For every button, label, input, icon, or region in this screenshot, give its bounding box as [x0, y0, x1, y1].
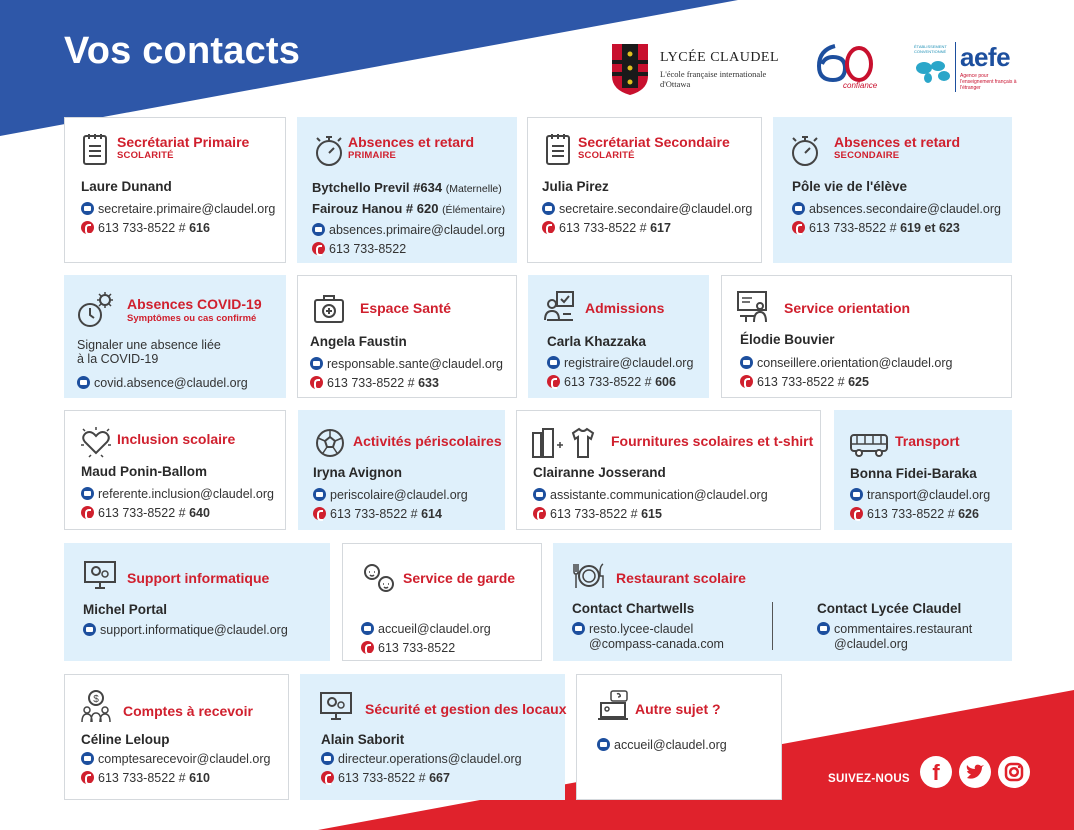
supplies-tshirt-icon	[531, 425, 605, 461]
email-icon	[533, 488, 546, 501]
stopwatch-icon	[788, 132, 822, 168]
presentation-icon	[736, 290, 770, 326]
card-subtitle: SCOLARITÉ	[117, 150, 174, 161]
sixty-years-logo	[813, 40, 877, 100]
email-icon	[81, 752, 94, 765]
card-inclusion-scolaire	[64, 410, 286, 530]
phone-link[interactable]: 613 733-8522 # 606	[547, 375, 676, 389]
email-link[interactable]: absences.secondaire@claudel.org	[792, 202, 1001, 216]
phone-icon	[81, 771, 94, 784]
card-title: Service orientation	[784, 300, 911, 316]
email-link[interactable]: comptesarecevoir@claudel.org	[81, 752, 271, 766]
email-link[interactable]: accueil@claudel.org	[597, 738, 727, 752]
card-absences-secondaire	[773, 117, 1012, 263]
email-link[interactable]: directeur.operations@claudel.org	[321, 752, 522, 766]
contact-name: Angela Faustin	[310, 334, 407, 349]
email-icon	[310, 357, 323, 370]
card-restaurant-scolaire	[553, 543, 1012, 661]
email-link[interactable]: accueil@claudel.org	[361, 622, 491, 636]
phone-link[interactable]: 613 733-8522 # 610	[81, 771, 210, 785]
aefe-subtitle: Agence pour l'enseignement français à l'étranger	[960, 73, 1017, 91]
email-icon	[81, 202, 94, 215]
email-link-continued[interactable]: @claudel.org	[834, 637, 908, 651]
email-icon	[313, 488, 326, 501]
email-link[interactable]: transport@claudel.org	[850, 488, 990, 502]
contact-name: Carla Khazzaka	[547, 334, 647, 349]
computer-settings-icon	[319, 689, 353, 725]
email-icon	[542, 202, 555, 215]
phone-link[interactable]: 613 733-8522	[361, 641, 455, 655]
phone-icon	[310, 376, 323, 389]
card-absences-covid	[64, 275, 286, 398]
svg-text:$: $	[93, 694, 99, 705]
page-title: Vos contacts	[64, 30, 301, 72]
card-title: Service de garde	[403, 570, 516, 586]
contact-name: Alain Saborit	[321, 732, 405, 747]
phone-link[interactable]: 613 733-8522 # 640	[81, 506, 210, 520]
medical-kit-icon	[312, 290, 346, 326]
email-link[interactable]: absences.primaire@claudel.org	[312, 223, 505, 237]
follow-us-label: SUIVEZ-NOUS	[828, 773, 910, 785]
card-subtitle: SCOLARITÉ	[578, 150, 635, 161]
contact-name: Bytchello Previl #634 (Maternelle)	[312, 180, 502, 195]
email-icon	[740, 356, 753, 369]
email-icon	[792, 202, 805, 215]
instagram-icon[interactable]	[998, 756, 1030, 788]
card-title: Admissions	[585, 300, 665, 316]
phone-link[interactable]: 613 733-8522	[312, 242, 406, 256]
contact-name: Julia Pirez	[542, 179, 609, 194]
email-icon	[321, 752, 334, 765]
phone-icon	[81, 506, 94, 519]
phone-link[interactable]: 613 733-8522 # 626	[850, 507, 979, 521]
card-title: Support informatique	[127, 570, 270, 586]
phone-icon	[361, 641, 374, 654]
email-link[interactable]: commentaires.restaurant	[817, 622, 972, 636]
phone-icon	[792, 221, 805, 234]
question-laptop-icon	[597, 689, 631, 725]
column-divider	[772, 602, 773, 650]
phone-link[interactable]: 613 733-8522 # 667	[321, 771, 450, 785]
phone-icon	[542, 221, 555, 234]
aefe-small-text: ÉTABLISSEMENT CONVENTIONNÉ	[914, 44, 947, 54]
card-title: Absences COVID-19	[127, 296, 262, 312]
contact-name: Maud Ponin-Ballom	[81, 464, 207, 479]
card-fournitures	[516, 410, 821, 530]
card-transport	[834, 410, 1012, 530]
phone-icon	[850, 507, 863, 520]
phone-link[interactable]: 613 733-8522 # 617	[542, 221, 671, 235]
card-title: Secrétariat Primaire	[117, 134, 250, 150]
email-link[interactable]: conseillere.orientation@claudel.org	[740, 356, 952, 370]
card-title: Absences et retard	[348, 134, 475, 150]
phone-link[interactable]: 613 733-8522 # 619 et 623	[792, 221, 960, 235]
email-link[interactable]: referente.inclusion@claudel.org	[81, 487, 274, 501]
card-title: Secrétariat Secondaire	[578, 134, 730, 150]
contact-name: Bonna Fidei-Baraka	[850, 466, 977, 481]
card-autre-sujet	[576, 674, 782, 800]
phone-link[interactable]: 613 733-8522 # 625	[740, 375, 869, 389]
card-title: Inclusion scolaire	[117, 431, 236, 447]
finance-people-icon	[79, 689, 113, 725]
plate-cutlery-icon	[572, 558, 606, 594]
card-title: Activités périscolaires	[353, 433, 502, 449]
contact-name: Contact Chartwells	[572, 601, 695, 616]
contact-name: Élodie Bouvier	[740, 332, 835, 347]
phone-icon	[81, 221, 94, 234]
facebook-icon[interactable]	[920, 756, 952, 788]
email-link[interactable]: periscolaire@claudel.org	[313, 488, 468, 502]
email-icon	[547, 356, 560, 369]
contact-name: Pôle vie de l'élève	[792, 179, 908, 194]
svg-text:f: f	[932, 760, 940, 785]
card-title: Sécurité et gestion des locaux	[365, 701, 567, 717]
children-icon	[361, 560, 397, 596]
email-icon	[850, 488, 863, 501]
admissions-icon	[543, 290, 577, 326]
card-secretariat-primaire	[64, 117, 286, 263]
email-icon	[361, 622, 374, 635]
card-title: Autre sujet ?	[635, 701, 721, 717]
email-icon	[597, 738, 610, 751]
email-link[interactable]: secretaire.primaire@claudel.org	[81, 202, 275, 216]
contact-name: Clairanne Josserand	[533, 465, 666, 480]
contact-name: Céline Leloup	[81, 732, 170, 747]
contact-name: Contact Lycée Claudel	[817, 601, 962, 616]
contact-name: Laure Dunand	[81, 179, 172, 194]
card-title: Absences et retard	[834, 134, 961, 150]
email-link[interactable]: assistante.communication@claudel.org	[533, 488, 768, 502]
contact-name: Iryna Avignon	[313, 465, 403, 480]
phone-icon	[312, 242, 325, 255]
email-link[interactable]: support.informatique@claudel.org	[83, 623, 288, 637]
contact-name: Michel Portal	[83, 602, 168, 617]
partner-logos	[608, 40, 1018, 100]
document-icon	[542, 132, 576, 168]
bus-icon	[849, 425, 889, 461]
card-absences-primaire	[297, 117, 517, 263]
email-icon	[817, 622, 830, 635]
contact-name: Fairouz Hanou # 620 (Élémentaire)	[312, 201, 506, 216]
email-icon	[572, 622, 585, 635]
card-secretariat-secondaire	[527, 117, 762, 263]
email-link[interactable]: covid.absence@claudel.org	[77, 376, 248, 390]
email-icon	[81, 487, 94, 500]
card-securite-locaux	[300, 674, 565, 800]
phone-icon	[547, 375, 560, 388]
card-support-informatique	[64, 543, 330, 661]
email-link-continued[interactable]: @compass-canada.com	[589, 637, 724, 651]
email-link[interactable]: registraire@claudel.org	[547, 356, 693, 370]
phone-link[interactable]: 613 733-8522 # 615	[533, 507, 662, 521]
card-title: Fournitures scolaires et t-shirt	[611, 433, 814, 449]
phone-icon	[313, 507, 326, 520]
lycee-tagline: L'école française internationale d'Ottawa	[660, 69, 767, 89]
card-subtitle: SECONDAIRE	[834, 150, 900, 161]
document-icon	[79, 132, 113, 168]
crest-icon	[610, 42, 650, 96]
card-subtitle: Symptômes ou cas confirmé	[127, 313, 257, 324]
card-activites-periscolaires	[298, 410, 505, 530]
email-icon	[312, 223, 325, 236]
virus-clock-icon	[75, 290, 115, 330]
card-title: Transport	[895, 433, 960, 449]
aefe-wordmark: aefe	[960, 42, 1011, 72]
phone-link[interactable]: 613 733-8522 # 616	[81, 221, 210, 235]
soccer-ball-icon	[313, 425, 347, 461]
covid-description: Signaler une absence liée à la COVID-19	[77, 338, 221, 366]
phone-icon	[533, 507, 546, 520]
world-map-icon	[914, 56, 954, 86]
phone-icon	[740, 375, 753, 388]
card-admissions	[528, 275, 709, 398]
card-service-orientation	[721, 275, 1012, 398]
stopwatch-icon	[312, 132, 346, 168]
card-comptes-a-recevoir	[64, 674, 289, 800]
email-icon	[83, 623, 96, 636]
card-subtitle: PRIMAIRE	[348, 150, 397, 161]
email-link[interactable]: secretaire.secondaire@claudel.org	[542, 202, 752, 216]
inclusion-icon	[79, 425, 113, 461]
confiance-text: confiance	[843, 81, 878, 90]
card-service-de-garde	[342, 543, 542, 661]
aefe-logo	[914, 40, 1018, 100]
sixty-icon	[813, 40, 877, 86]
aefe-divider	[955, 42, 956, 92]
twitter-icon[interactable]	[959, 756, 991, 788]
email-link[interactable]: resto.lycee-claudel	[572, 622, 693, 636]
computer-settings-icon	[83, 558, 117, 594]
card-title: Comptes à recevoir	[123, 703, 253, 719]
card-title: Espace Santé	[360, 300, 452, 316]
lycee-claudel-logo	[608, 42, 788, 98]
phone-link[interactable]: 613 733-8522 # 633	[310, 376, 439, 390]
card-title: Restaurant scolaire	[616, 570, 746, 586]
lycee-name: LYCÉE CLAUDEL	[660, 50, 780, 65]
email-icon	[77, 376, 90, 389]
phone-icon	[321, 771, 334, 784]
email-link[interactable]: responsable.sante@claudel.org	[310, 357, 503, 371]
phone-link[interactable]: 613 733-8522 # 614	[313, 507, 442, 521]
card-espace-sante	[297, 275, 517, 398]
